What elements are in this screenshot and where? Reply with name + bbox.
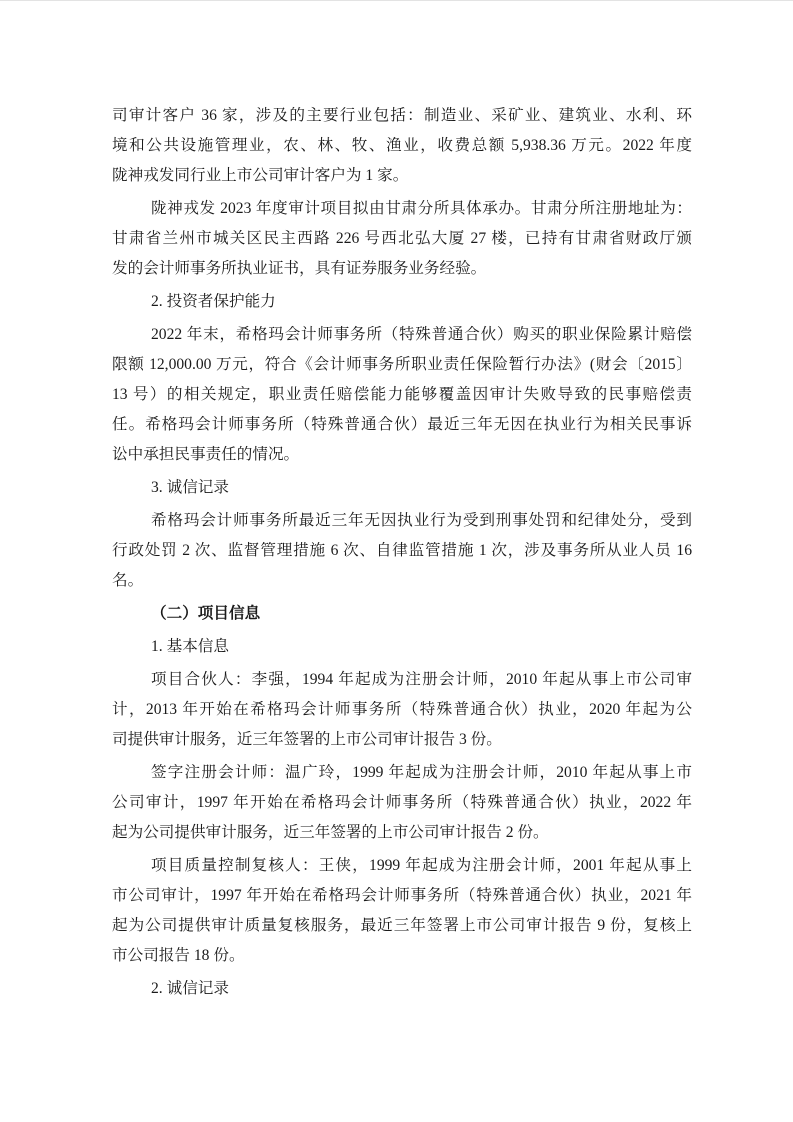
text-line: 名。 (112, 572, 144, 589)
text-line: 讼中承担民事责任的情况。 (112, 446, 300, 463)
text-line: 2. 投资者保护能力 (151, 293, 276, 310)
text-line: 1. 基本信息 (151, 638, 229, 655)
text-line: 行政处罚 2 次、监督管理措施 6 次、自律监管措施 1 次，涉及事务所从业人员 16 (112, 542, 692, 559)
text-line: 签字注册会计师：温广玲，1999 年起成为注册会计师，2010 年起从事上市 (151, 764, 692, 781)
text-line: 陇神戎发同行业上市公司审计客户为 1 家。 (112, 167, 409, 184)
text-line: 境和公共设施管理业，农、林、牧、渔业，收费总额 5,938.36 万元。2022 年度 (112, 137, 692, 154)
text-line: 司提供审计服务，近三年签署的上市公司审计报告 3 份。 (112, 731, 502, 748)
text-line: 公司审计，1997 年开始在希格玛会计师事务所（特殊普通合伙）执业，2022 年 (112, 794, 692, 811)
text-line: 2022 年末，希格玛会计师事务所（特殊普通合伙）购买的职业保险累计赔偿 (151, 326, 692, 343)
text-line: 项目合伙人：李强，1994 年起成为注册会计师，2010 年起从事上市公司审 (151, 671, 692, 688)
text-line: 项目质量控制复核人：王侠，1999 年起成为注册会计师，2001 年起从事上 (151, 857, 692, 874)
text-line: 发的会计师事务所执业证书，具有证券服务业务经验。 (112, 260, 487, 277)
text-line: 起为公司提供审计质量复核服务，最近三年签署上市公司审计报告 9 份，复核上 (112, 917, 692, 934)
section-heading-line: （二）项目信息 (151, 605, 261, 622)
text-line: 3. 诚信记录 (151, 479, 229, 496)
text-line: 司审计客户 36 家，涉及的主要行业包括：制造业、采矿业、建筑业、水利、环 (112, 107, 692, 124)
text-line: 市公司审计，1997 年开始在希格玛会计师事务所（特殊普通合伙）执业，2021 年 (112, 887, 692, 904)
text-line: 起为公司提供审计服务，近三年签署的上市公司审计报告 2 份。 (112, 824, 549, 841)
text-line: 任。希格玛会计师事务所（特殊普通合伙）最近三年无因在执业行为相关民事诉 (112, 416, 692, 433)
text-line: 2. 诚信记录 (151, 980, 229, 997)
text-line: 市公司报告 18 份。 (112, 947, 245, 964)
document-body (112, 101, 692, 1004)
text-line: 限额 12,000.00 万元，符合《会计师事务所职业责任保险暂行办法》(财会〔2015〕 (112, 356, 692, 373)
text-line: 13 号）的相关规定，职业责任赔偿能力能够覆盖因审计失败导致的民事赔偿责 (112, 386, 692, 403)
text-line: 甘肃省兰州市城关区民主西路 226 号西北弘大厦 27 楼，已持有甘肃省财政厅颁 (112, 230, 692, 247)
text-line: 计，2013 年开始在希格玛会计师事务所（特殊普通合伙）执业，2020 年起为公 (112, 701, 692, 718)
text-line: 陇神戎发 2023 年度审计项目拟由甘肃分所具体承办。甘肃分所注册地址为： (151, 200, 692, 217)
text-line: 希格玛会计师事务所最近三年无因执业行为受到刑事处罚和纪律处分，受到 (151, 512, 692, 529)
